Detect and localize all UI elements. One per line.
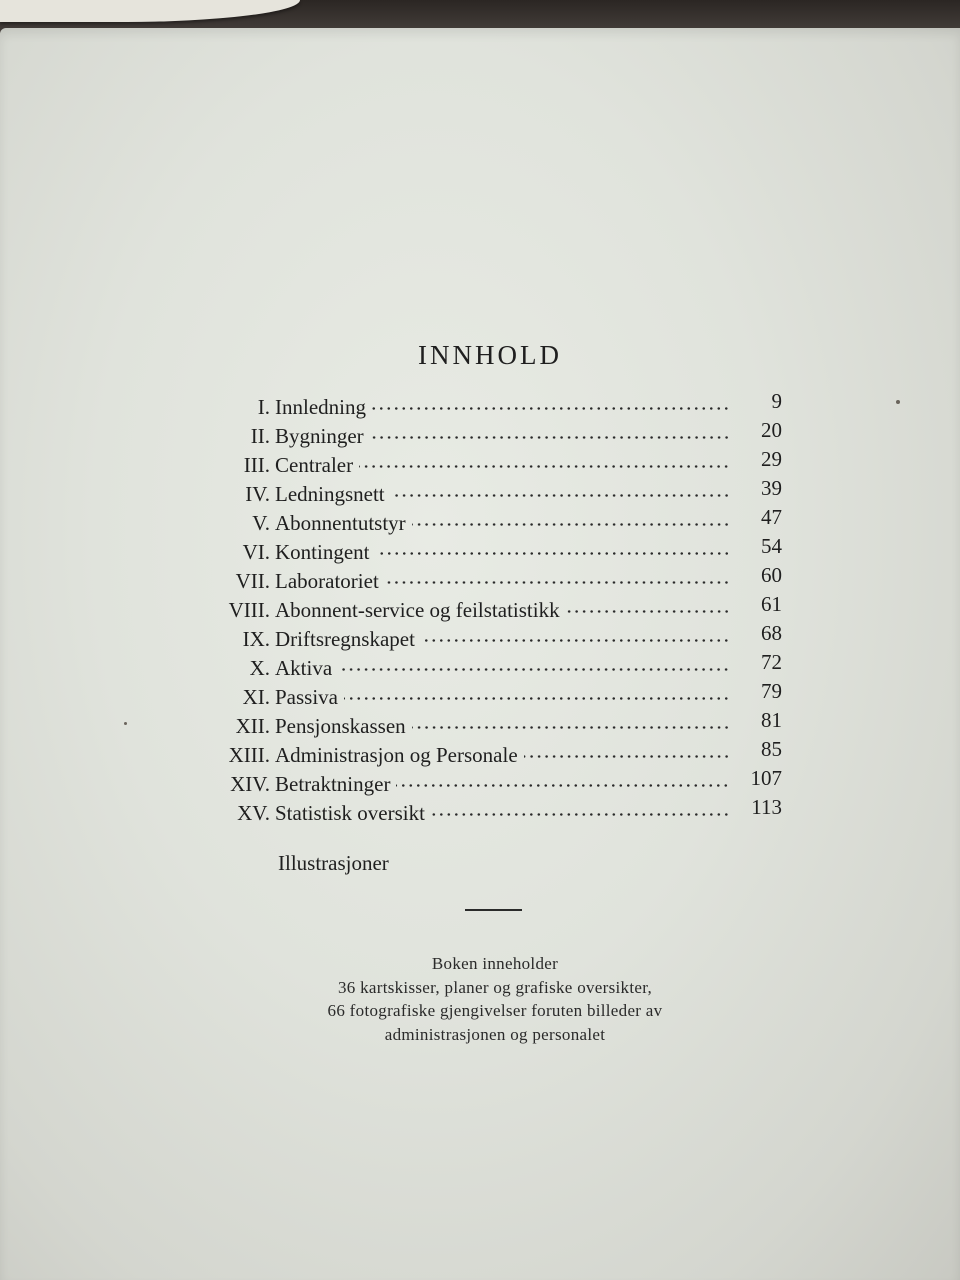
table-of-contents (200, 389, 800, 830)
toc-chapter-number: I. (257, 395, 270, 419)
toc-leader-dots (376, 552, 731, 555)
toc-chapter-title: Ledningsnett (275, 482, 385, 506)
toc-chapter-title: Pensjonskassen (275, 714, 406, 738)
toc-row (200, 766, 800, 801)
toc-row (200, 563, 800, 598)
toc-chapter-title: Betraktninger (275, 772, 391, 796)
toc-row (200, 708, 800, 743)
toc-chapter-number: III. (243, 453, 270, 477)
toc-leader-dots (412, 523, 730, 526)
toc-chapter-title: Statistisk oversikt (275, 801, 425, 825)
toc-leader-dots (370, 436, 730, 439)
paper-speck (896, 400, 900, 404)
toc-page-number: 9 (771, 389, 782, 413)
toc-chapter-title: Laboratoriet (275, 569, 379, 593)
toc-chapter-number: XIII. (228, 743, 270, 767)
toc-page-number: 39 (761, 476, 782, 500)
toc-chapter-title: Centraler (275, 453, 354, 477)
toc-chapter-number: XI. (242, 685, 270, 709)
toc-chapter-number: XIV. (230, 772, 270, 796)
toc-leader-dots (344, 697, 730, 700)
toc-chapter-number: VIII. (228, 598, 270, 622)
toc-row (200, 621, 800, 656)
toc-chapter-number: XV. (237, 801, 270, 825)
toc-leader-dots (391, 494, 730, 497)
toc-page-number: 61 (761, 592, 782, 616)
toc-page-number: 107 (750, 766, 782, 790)
toc-leader-dots (566, 610, 730, 613)
toc-chapter-number: XII. (235, 714, 270, 738)
toc-chapter-title: Aktiva (275, 656, 333, 680)
toc-page-number: 113 (751, 795, 782, 819)
toc-row (200, 505, 800, 540)
toc-row (200, 447, 800, 482)
note-line: administrasjonen og personalet (384, 1024, 606, 1044)
toc-chapter-title: Bygninger (275, 424, 364, 448)
toc-page-number: 68 (761, 621, 782, 645)
divider-rule (465, 909, 522, 911)
page-title: INNHOLD (418, 340, 562, 370)
toc-chapter-number: VII. (235, 569, 270, 593)
toc-row (200, 534, 800, 569)
toc-leader-dots (421, 639, 730, 642)
toc-chapter-number: VI. (242, 540, 270, 564)
toc-row (200, 389, 800, 424)
toc-leader-dots (431, 813, 730, 816)
toc-leader-dots (372, 407, 730, 410)
toc-leader-dots (412, 726, 730, 729)
toc-chapter-title: Abonnentutstyr (275, 511, 406, 535)
toc-row (200, 476, 800, 511)
paper-speck (124, 722, 127, 725)
toc-row (200, 418, 800, 453)
note-line: 36 kartskisser, planer og grafiske oversikter, (337, 977, 653, 997)
toc-chapter-number: II. (250, 424, 270, 448)
toc-chapter-title: Passiva (275, 685, 338, 709)
toc-leader-dots (385, 581, 730, 584)
note-line: Boken inneholder (431, 954, 559, 973)
toc-chapter-number: IX. (242, 627, 270, 651)
toc-page-number: 79 (761, 679, 782, 703)
toc-leader-dots (359, 465, 730, 468)
toc-leader-dots (524, 755, 730, 758)
toc-page-number: 72 (761, 650, 782, 674)
toc-chapter-number: IV. (245, 482, 270, 506)
toc-page-number: 85 (761, 737, 782, 761)
toc-chapter-title: Abonnent-service og feilstatistikk (275, 598, 560, 622)
toc-chapter-title: Driftsregnskapet (275, 627, 415, 651)
toc-leader-dots (338, 668, 730, 671)
toc-row (200, 650, 800, 685)
note-line: 66 fotografiske gjengivelser foruten billeder av (327, 1001, 663, 1020)
toc-leader-dots (396, 784, 730, 787)
toc-chapter-title: Administrasjon og Personale (275, 743, 518, 767)
toc-row (200, 592, 800, 627)
toc-extra-entry: Illustrasjoner (278, 851, 389, 875)
toc-chapter-title: Innledning (275, 395, 366, 419)
toc-chapter-number: X. (249, 656, 270, 680)
toc-chapter-number: V. (252, 511, 270, 535)
toc-page-number: 54 (761, 534, 782, 558)
toc-row (200, 737, 800, 772)
toc-page-number: 20 (761, 418, 782, 442)
toc-page-number: 29 (761, 447, 782, 471)
toc-chapter-title: Kontingent (275, 540, 370, 564)
toc-row (200, 679, 800, 714)
toc-page-number: 81 (761, 708, 782, 732)
contents-note (250, 952, 740, 1046)
toc-page-number: 60 (761, 563, 782, 587)
toc-page-number: 47 (761, 505, 782, 529)
toc-row (200, 795, 800, 830)
